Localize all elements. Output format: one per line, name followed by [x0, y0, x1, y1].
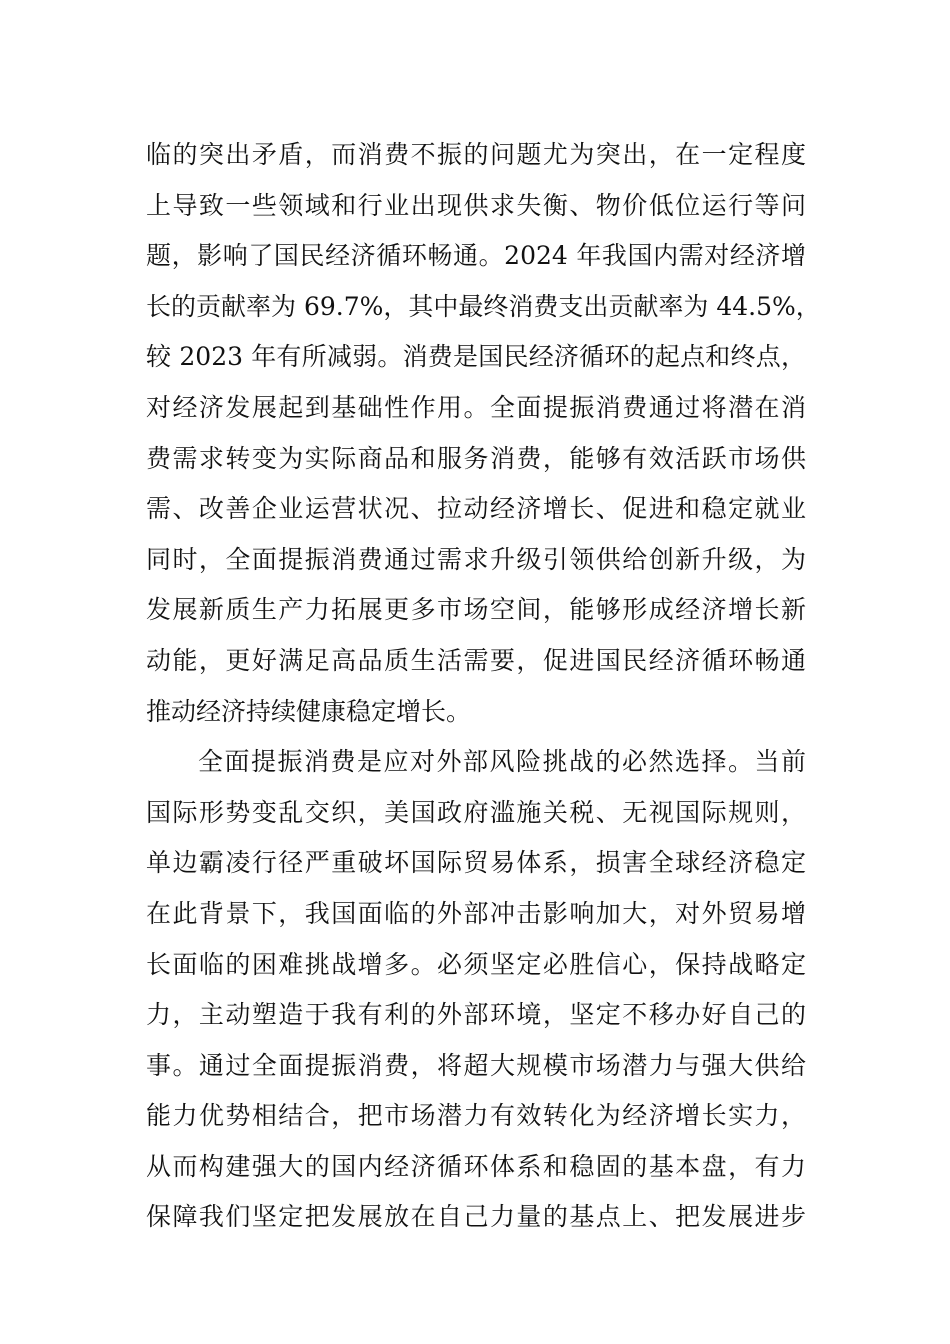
paragraph-consumption-economy	[146, 130, 821, 737]
text-line: 能力优势相结合，把市场潜力有效转化为经济增长实力，	[146, 1101, 806, 1131]
document-body	[146, 130, 821, 1243]
text-line: 单边霸凌行径严重破坏国际贸易体系，损害全球经济稳定	[146, 848, 806, 878]
text-line: 在此背景下，我国面临的外部冲击影响加大，对外贸易增	[146, 898, 806, 928]
text-line: 保障我们坚定把发展放在自己力量的基点上、把发展进步	[146, 1202, 806, 1232]
text-line: 国际形势变乱交织，美国政府滥施关税、无视国际规则，	[146, 797, 806, 827]
text-line: 上导致一些领域和行业出现供求失衡、物价低位运行等问	[146, 190, 806, 220]
text-line: 从而构建强大的国内经济循环体系和稳固的基本盘，有力	[146, 1151, 806, 1181]
text-line: 较 2023 年有所减弱。消费是国民经济循环的起点和终点，	[146, 342, 806, 372]
text-line: 长面临的困难挑战增多。必须坚定必胜信心，保持战略定	[146, 949, 806, 979]
text-line: 对经济发展起到基础性作用。全面提振消费通过将潜在消	[146, 392, 806, 422]
text-line: 题，影响了国民经济循环畅通。2024 年我国内需对经济增	[146, 241, 806, 271]
text-line: 费需求转变为实际商品和服务消费，能够有效活跃市场供	[146, 443, 806, 473]
text-line: 长的贡献率为 69.7%，其中最终消费支出贡献率为 44.5%，	[146, 291, 821, 321]
paragraph-external-risks	[146, 737, 806, 1243]
text-line: 力，主动塑造于我有利的外部环境，坚定不移办好自己的	[146, 1000, 806, 1030]
text-line: 动能，更好满足高品质生活需要，促进国民经济循环畅通	[146, 645, 806, 675]
text-line: 同时，全面提振消费通过需求升级引领供给创新升级，为	[146, 544, 806, 574]
text-line: 事。通过全面提振消费，将超大规模市场潜力与强大供给	[146, 1050, 806, 1080]
text-line: 发展新质生产力拓展更多市场空间，能够形成经济增长新	[146, 595, 806, 625]
text-line: 需、改善企业运营状况、拉动经济增长、促进和稳定就业	[146, 494, 806, 524]
text-line: 全面提振消费是应对外部风险挑战的必然选择。当前	[198, 747, 806, 777]
text-line: 推动经济持续健康稳定增长。	[146, 696, 472, 726]
text-line: 临的突出矛盾，而消费不振的问题尤为突出，在一定程度	[146, 140, 806, 169]
